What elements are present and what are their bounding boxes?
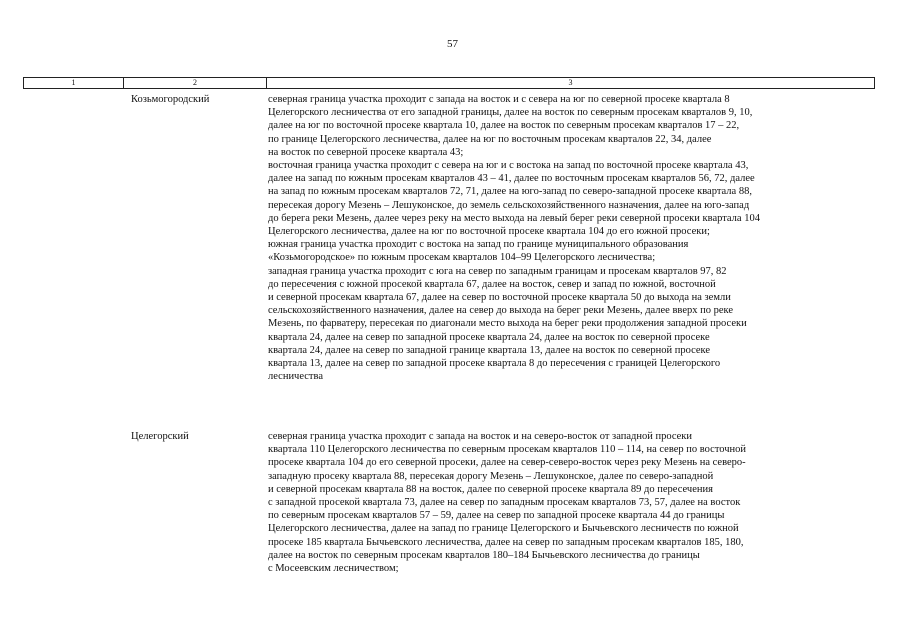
page-number: 57 [447, 38, 458, 50]
description-line: северная граница участка проходит с запада на восток и с севера на юг по северной просеке квартала 8 [268, 94, 730, 105]
description-line: квартала 24, далее на север по западной просеке квартала 24, далее на восток по северной просеке [268, 331, 710, 343]
boundary-description [268, 93, 760, 383]
description-line: сельскохозяйственного назначения, далее на север до выхода на берег реки Мезень, далее вверх по реке [268, 305, 734, 317]
description-line: южная граница участка проходит с востока на запад по границе муниципального образования [268, 239, 689, 251]
description-line: и северной просекам квартала 67, далее на север по восточной просеке квартала 50 до выхода на земли [268, 292, 731, 304]
description-line: квартала 110 Целегорского лесничества по северным просекам кварталов 110 – 114, на север по восточной [268, 444, 747, 456]
description-line: далее на юг по восточной просеке квартала 10, далее на восток по северным просекам кварталов 17 – 22, [268, 120, 740, 132]
description-line: на восток по северной просеке квартала 43; [268, 146, 464, 158]
description-line: северная граница участка проходит с запада на восток и на северо-восток от западной просеки [268, 431, 693, 442]
description-line: просеке 185 квартала Бычьевского лесничества, далее на север по западным просекам кварталов 185, 180, [268, 536, 744, 548]
description-line: пересекая дорогу Мезень – Лешуконское, до земель сельскохозяйственного назначения, далее на юго-запад [268, 199, 750, 211]
description-line: далее на запад по южным просекам кварталов 43 – 41, далее по восточным просекам кварталов 56, 72, далее [268, 173, 755, 185]
description-line: по границе Целегорского лесничества, далее на юг по восточным просекам кварталов 22, 34, далее [268, 133, 712, 145]
description-line: по северным просекам кварталов 57 – 59, далее на север по западной просеке квартала 44 до границы [268, 510, 725, 522]
description-line: лесничества [268, 371, 323, 383]
description-line: восточная граница участка проходит с севера на юг и с востока на запад по восточной просеке квартала 43, [268, 160, 749, 172]
description-line: квартала 24, далее на север по западной границе квартала 13, далее на восток по северной просеке [268, 344, 711, 356]
description-line: Мезень, по фарватеру, пересекая по диагонали место выхода на берег реки продолжения западной просеки [268, 318, 747, 330]
description-line: западная граница участка проходит с юга на север по западным границам и просекам кварталов 97, 82 [268, 265, 727, 277]
description-line: до пересечения с южной просекой квартала 67, далее на восток, север и запад по южной, восточной [268, 278, 716, 290]
district-name: Целегорский [131, 431, 189, 442]
boundary-description [268, 430, 746, 575]
description-line: с Мосеевским лесничеством; [268, 563, 399, 575]
table-header-row [23, 77, 875, 89]
table-header-column-3: 3 [568, 78, 573, 87]
district-name: Козьмогородский [131, 94, 210, 105]
description-line: и северной просекам квартала 88 на восток, далее по северной просеке квартала 89 до пересечения [268, 483, 713, 495]
description-line: Целегорского лесничества, далее на запад по границе Целегорского и Бычьевского лесничеств по южной [268, 523, 739, 535]
description-line: «Козьмогородское» по южным просекам кварталов 104–99 Целегорского лесничества; [268, 252, 656, 264]
description-line: просеке квартала 104 до его северной просеки, далее на север-северо-восток через реку Мезень на северо- [268, 457, 746, 469]
description-line: далее на восток по северным просекам кварталов 180–184 Бычьевского лесничества до границы [268, 549, 700, 561]
description-line: Целегорского лесничества от его западной границы, далее на восток по северным просекам кварталов 9, 10, [268, 107, 753, 119]
description-line: квартала 13, далее на север по западной просеке квартала 8 до пересечения с границей Целегорского [268, 358, 721, 370]
description-line: до берега реки Мезень, далее через реку на место выхода на левый берег реки северной просеки квартала 104 [268, 212, 760, 224]
table-header-column-2: 2 [124, 78, 267, 88]
description-line: с западной просекой квартала 73, далее на север по западным просекам кварталов 73, 57, далее на восток [268, 497, 741, 509]
table-header-column-1: 1 [24, 78, 124, 88]
description-line: на запад по южным просекам кварталов 72, 71, далее на юго-запад по северо-западной просеке квартала 88, [268, 186, 752, 198]
description-line: западную просеку квартала 88, пересекая дорогу Мезень – Лешуконское, далее по северо-западной [268, 470, 714, 482]
description-line: Целегорского лесничества, далее на юг по восточной просеке квартала 104 до его южной просеки; [268, 226, 710, 238]
